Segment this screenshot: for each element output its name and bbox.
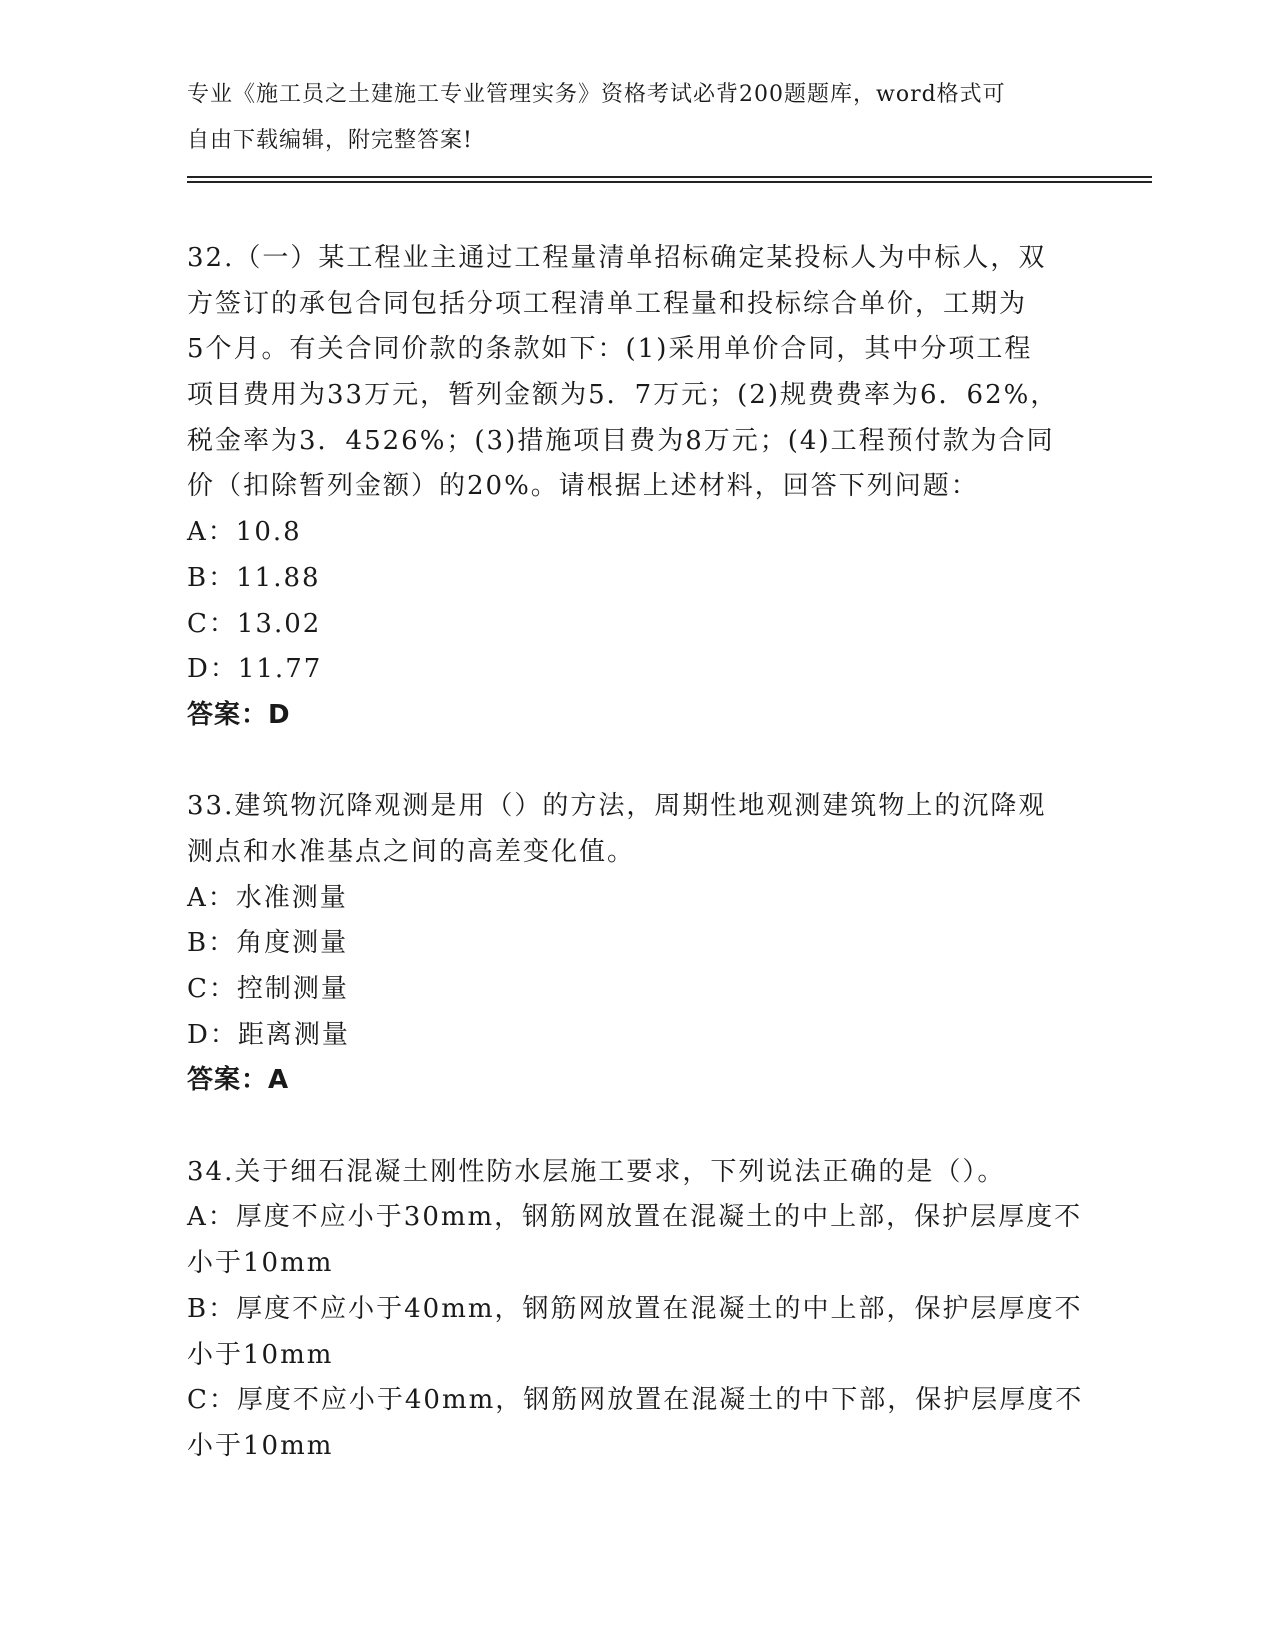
option-d: D：距离测量	[187, 1019, 350, 1050]
option-c: C：13.02	[187, 608, 322, 639]
question-stem-line: 测点和水准基点之间的高差变化值。	[187, 836, 636, 867]
question-32	[187, 236, 1087, 739]
question-list	[187, 236, 1087, 1470]
header-line-2: 自由下载编辑，附完整答案!	[187, 127, 473, 153]
question-stem-line: 34.关于细石混凝土刚性防水层施工要求，下列说法正确的是（）。	[187, 1156, 1006, 1187]
question-stem-line: 5个月。有关合同价款的条款如下：(1)采用单价合同，其中分项工程	[187, 334, 1033, 365]
answer-label: 答案：A	[187, 1065, 290, 1096]
option-c-continued: 小于10mm	[187, 1430, 334, 1461]
question-stem-line: 33.建筑物沉降观测是用（）的方法，周期性地观测建筑物上的沉降观	[187, 791, 1047, 822]
option-a: A：水准测量	[187, 882, 348, 913]
question-spacer	[187, 1104, 1087, 1150]
question-stem-line: 项目费用为33万元，暂列金额为5．7万元；(2)规费费率为6．62%，	[187, 380, 1059, 411]
option-b: B：角度测量	[187, 928, 349, 959]
header-line-1: 专业《施工员之土建施工专业管理实务》资格考试必背200题题库，word格式可	[187, 82, 1006, 107]
option-d: D：11.77	[187, 654, 323, 685]
option-a-continued: 小于10mm	[187, 1248, 334, 1279]
option-a: A：厚度不应小于30mm，钢筋网放置在混凝土的中上部，保护层厚度不	[187, 1202, 1083, 1233]
header-divider-bottom	[187, 181, 1152, 183]
option-b-continued: 小于10mm	[187, 1339, 334, 1370]
option-b: B：厚度不应小于40mm，钢筋网放置在混凝土的中上部，保护层厚度不	[187, 1293, 1083, 1324]
option-b: B：11.88	[187, 562, 321, 593]
question-spacer	[187, 739, 1087, 785]
question-stem-line: 税金率为3．4526%；(3)措施项目费为8万元；(4)工程预付款为合同	[187, 425, 1055, 456]
question-33	[187, 784, 1087, 1104]
option-a: A：10.8	[187, 517, 302, 548]
question-stem-line: 价（扣除暂列金额）的20%。请根据上述材料，回答下列问题：	[187, 471, 979, 502]
document-header	[187, 72, 1067, 163]
header-divider-top	[187, 176, 1152, 178]
answer-label: 答案：D	[187, 699, 291, 730]
question-stem-line: 方签订的承包合同包括分项工程清单工程量和投标综合单价，工期为	[187, 288, 1028, 319]
question-stem-line: 32.（一）某工程业主通过工程量清单招标确定某投标人为中标人，双	[187, 243, 1047, 273]
option-c: C：控制测量	[187, 974, 349, 1004]
option-c: C：厚度不应小于40mm，钢筋网放置在混凝土的中下部，保护层厚度不	[187, 1385, 1084, 1416]
question-34	[187, 1150, 1087, 1470]
